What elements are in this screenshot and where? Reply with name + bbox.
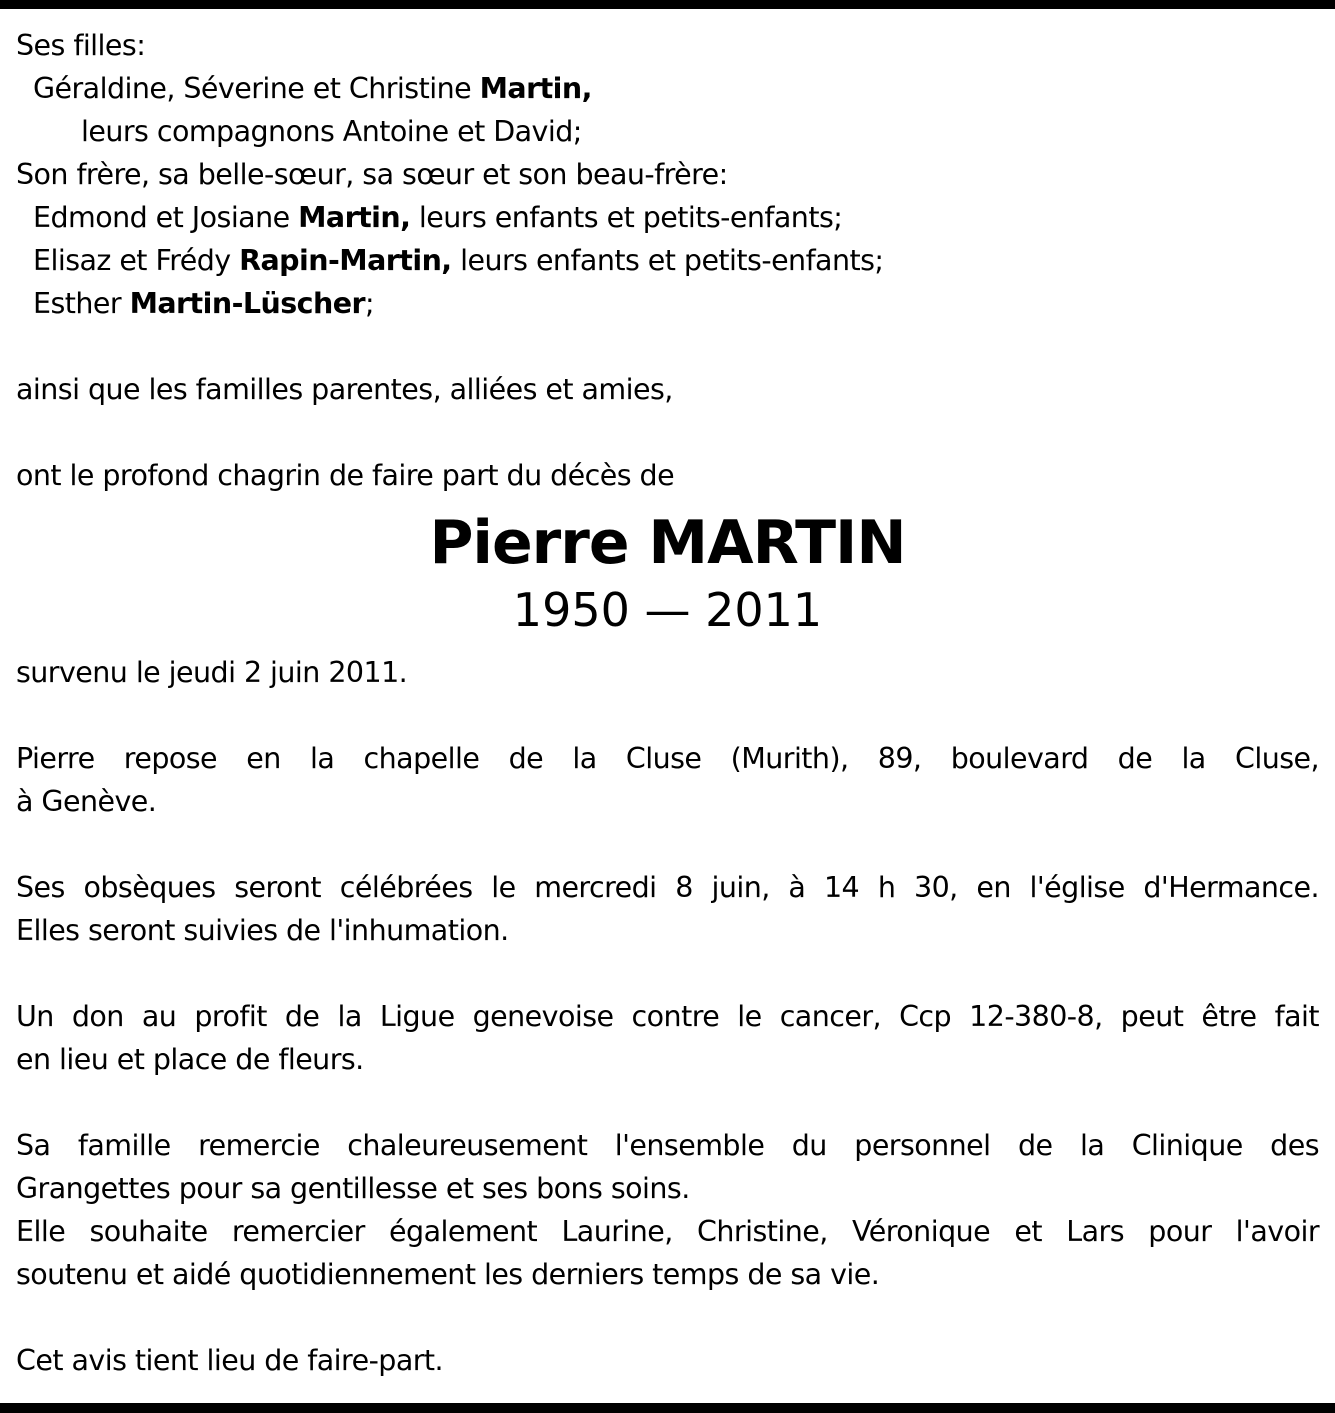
announcement-line: ont le profond chagrin de faire part du décès de xyxy=(16,459,675,492)
bottom-border-rule xyxy=(0,1403,1335,1413)
funeral-line-2: Elles seront suivies de l'inhumation. xyxy=(16,914,509,947)
thanks-line-4: soutenu et aidé quotidiennement les derniers temps de sa vie. xyxy=(16,1258,880,1291)
sibling1-rest: leurs enfants et petits-enfants; xyxy=(410,201,843,234)
sibling1-surname: Martin, xyxy=(298,201,411,234)
thanks-line-2: Grangettes pour sa gentillesse et ses bons soins. xyxy=(16,1172,690,1205)
spacer xyxy=(16,1081,1319,1124)
sibling3-rest: ; xyxy=(365,287,375,320)
spacer xyxy=(16,411,1319,454)
funeral-line-1: Ses obsèques seront célébrées le mercredi 8 juin, à 14 h 30, en l'église d'Hermance. xyxy=(16,871,1319,904)
daughters-line xyxy=(16,67,1319,110)
date-of-death: survenu le jeudi 2 juin 2011. xyxy=(16,656,408,689)
companions-line: leurs compagnons Antoine et David; xyxy=(81,115,582,148)
sibling2-names: Elisaz et Frédy xyxy=(33,244,240,277)
spacer xyxy=(16,952,1319,995)
sibling3-names: Esther xyxy=(33,287,130,320)
donation-line-2: en lieu et place de fleurs. xyxy=(16,1043,364,1076)
sibling2-rest: leurs enfants et petits-enfants; xyxy=(451,244,884,277)
rest-line-1: Pierre repose en la chapelle de la Cluse (Murith), 89, boulevard de la Cluse, xyxy=(16,742,1319,775)
donation-line-1: Un don au profit de la Ligue genevoise contre le cancer, Ccp 12-380-8, peut être fait xyxy=(16,1000,1319,1033)
deceased-years: 1950 — 2011 xyxy=(512,583,823,637)
sibling2-surname: Rapin-Martin, xyxy=(239,244,452,277)
daughters-names: Géraldine, Séverine et Christine xyxy=(33,72,480,105)
thanks-line-3: Elle souhaite remercier également Laurine, Christine, Véronique et Lars pour l'avoir xyxy=(16,1215,1319,1248)
closing-line: Cet avis tient lieu de faire-part. xyxy=(16,1344,444,1377)
sibling3-surname: Martin-Lüscher xyxy=(129,287,366,320)
deceased-name: Pierre MARTIN xyxy=(429,508,906,578)
spacer xyxy=(16,694,1319,737)
relatives-line: ainsi que les familles parentes, alliées et amies, xyxy=(16,373,673,406)
siblings-heading: Son frère, sa belle-sœur, sa sœur et son beau-frère: xyxy=(16,158,728,191)
daughters-surname: Martin, xyxy=(479,72,592,105)
top-border-rule xyxy=(0,0,1335,9)
sibling1-names: Edmond et Josiane xyxy=(33,201,299,234)
spacer xyxy=(16,325,1319,368)
spacer xyxy=(16,1296,1319,1339)
sibling-line-3 xyxy=(16,282,1319,325)
sibling-line-1 xyxy=(16,196,1319,239)
thanks-line-1: Sa famille remercie chaleureusement l'ensemble du personnel de la Clinique des xyxy=(16,1129,1319,1162)
rest-line-2: à Genève. xyxy=(16,785,157,818)
sibling-line-2 xyxy=(16,239,1319,282)
obituary-notice xyxy=(16,24,1319,1382)
spacer xyxy=(16,823,1319,866)
daughters-heading: Ses filles: xyxy=(16,29,146,62)
